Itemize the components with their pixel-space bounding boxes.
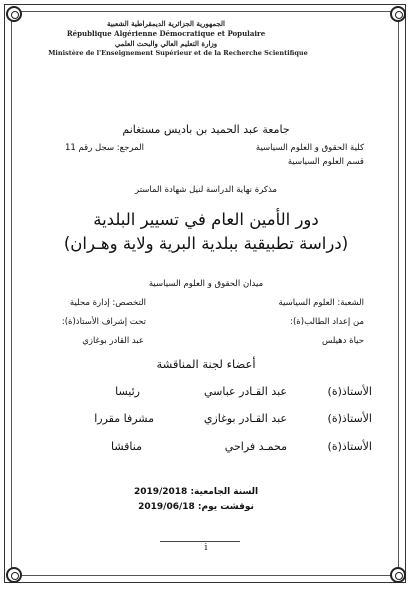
- branch: الشعبة: العلوم السياسية: [278, 298, 364, 308]
- committee-member-title: الأستاذ(ة): [327, 385, 372, 398]
- committee-member-title: الأستاذ(ة): [327, 440, 372, 453]
- corner-ornament-icon: [6, 567, 22, 583]
- supervisor-name: عبد القادر بوغازي: [82, 336, 144, 346]
- student-name: حياة دهيلس: [321, 336, 364, 346]
- committee-member-role: مناقشا: [111, 440, 142, 453]
- university-name: جامعة عبد الحميد بن باديس مستغانم: [122, 123, 290, 136]
- academic-year: السنة الجامعية: 2019/2018: [133, 487, 259, 497]
- committee-title: أعضاء لجنة المناقشة: [156, 357, 256, 371]
- committee-member-role: رئيسا: [115, 385, 140, 398]
- thesis-title-line2: (دراسة تطبيقية ببلدية البرية ولاية وهـران): [63, 234, 349, 253]
- committee-member-role: مشرفا مقررا: [94, 412, 154, 425]
- prepared-by-label: من إعداد الطالب(ة):: [290, 317, 364, 327]
- reference-number: المرجع: سجل رقم 11: [64, 143, 144, 153]
- committee-member-name: عبد القـادر بوغازي: [203, 412, 287, 425]
- committee-member-title: الأستاذ(ة): [327, 412, 372, 425]
- header-ministry-ar: وزارة التعليم العالي والبحث العلمي: [114, 39, 218, 48]
- header-republic-fr: République Algérienne Démocratique et Populaire: [66, 29, 266, 38]
- defense-date: نوقشت يوم: 2019/06/18: [138, 502, 254, 512]
- supervisor-label: تحت إشراف الأستاذ(ة):: [61, 317, 146, 327]
- specialty: التخصص: إدارة محلية: [69, 298, 146, 308]
- header-republic-ar: الجمهورية الجزائرية الديمقراطية الشعبية: [106, 19, 225, 28]
- corner-ornament-icon: [390, 6, 406, 22]
- memo-type: مذكرة نهاية الدراسة لنيل شهادة الماستر: [135, 185, 277, 195]
- committee-member-name: محمـد فراحي: [224, 440, 287, 453]
- header-ministry-fr: Ministère de l'Enseignement Supérieur et de la Recherche Scientifique: [48, 49, 308, 57]
- footer-divider: [160, 541, 240, 542]
- page-number: i: [204, 543, 208, 553]
- faculty-name: كلية الحقوق و العلوم السياسية: [255, 143, 364, 153]
- thesis-title-line1: دور الأمين العام في تسيير البلدية: [93, 210, 319, 229]
- field-of-study: ميدان الحقوق و العلوم السياسية: [148, 279, 264, 289]
- committee-member-name: عبد القـادر عباسي: [203, 385, 287, 398]
- department-name: قسم العلوم السياسية: [287, 157, 364, 167]
- corner-ornament-icon: [390, 567, 406, 583]
